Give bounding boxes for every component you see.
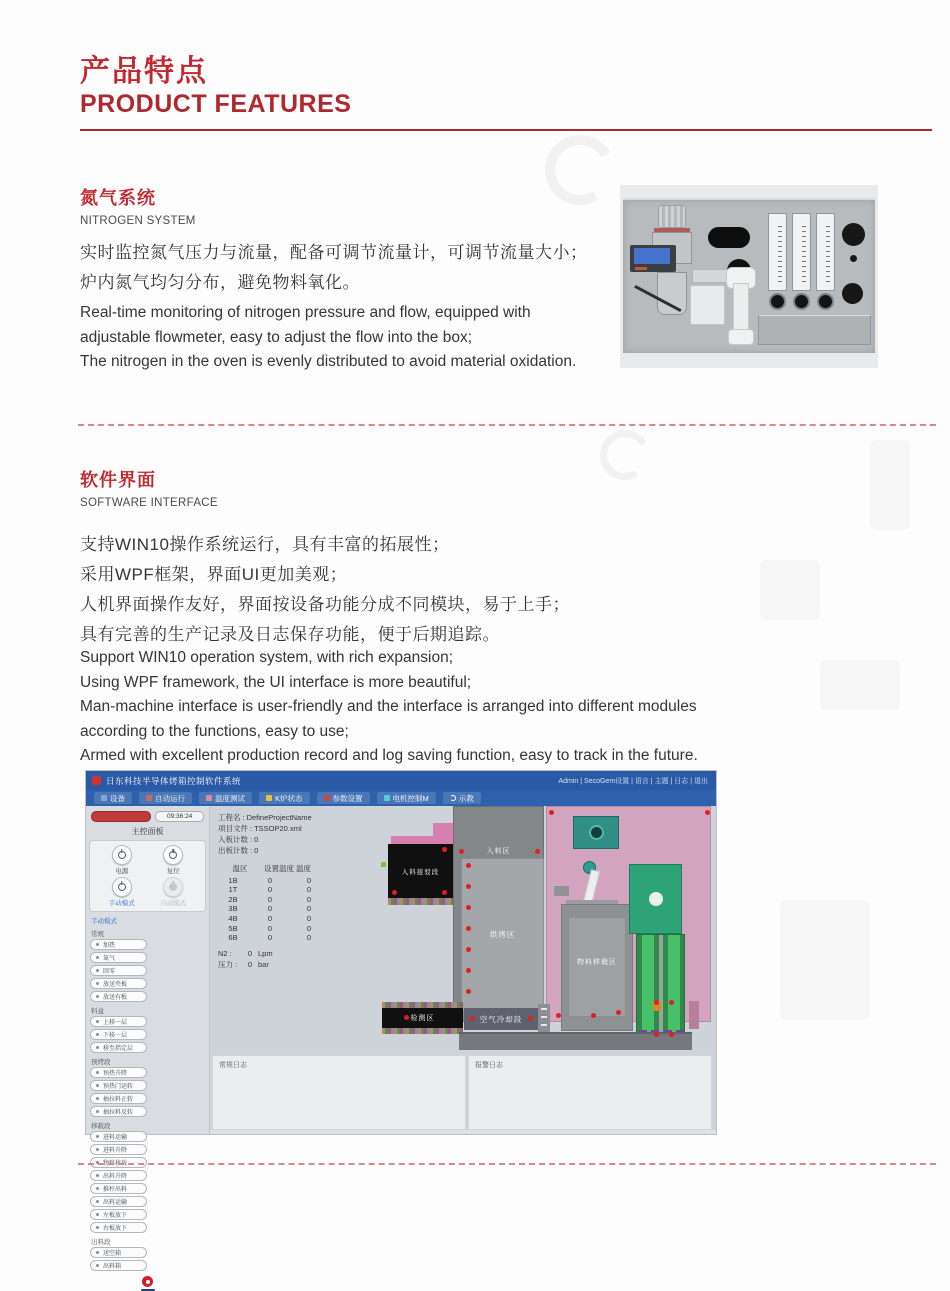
elbow-pipe-vertical [733,283,749,333]
button-label: 上移一层 [103,1020,128,1026]
info-label: 工程名 [218,813,241,822]
table-row [218,885,326,895]
gray-chip [554,886,569,896]
status-dot-icon [556,1013,561,1018]
tab-label: 设备 [110,793,125,803]
status-dot-icon [528,1016,533,1021]
button-label: 左板放下 [103,1213,128,1219]
bullet-icon [96,1033,99,1036]
manual-control-button[interactable] [90,1042,147,1053]
project-info-row [218,834,312,845]
temp-cell: 0 [306,875,312,885]
button-label: 出料升降 [103,1174,128,1180]
page-title-en: PRODUCT FEATURES [80,90,352,118]
auto-mode-button[interactable] [163,877,183,897]
zone-infeed-label: 入料区 [486,848,511,855]
table-row [218,895,326,905]
software-body-zh [80,530,720,650]
black-dot-small [850,255,857,262]
column-header: 温度 [296,864,311,873]
gauge-label: N2 : [218,949,232,958]
group-outfeed [89,1247,206,1271]
text-line: Real-time monitoring of nitrogen pressure and flow, equipped with [80,304,531,321]
nav-tab[interactable] [317,792,370,804]
manual-control-button[interactable] [90,1093,147,1104]
nav-tab[interactable] [139,792,192,804]
status-dot-icon [392,890,397,895]
zone-air-cool [464,1008,538,1030]
manual-control-button[interactable] [90,1196,147,1207]
temp-cell: 0 [306,894,312,904]
column-header: 设置温度 [264,864,294,873]
manual-control-button[interactable] [90,939,147,950]
temp-cell: 0 [306,885,312,895]
reset-button[interactable] [163,845,183,865]
watermark-shape [870,440,910,530]
green-unit-port [649,892,663,906]
section-divider [78,424,936,426]
page-title-zh: 产品特点 [80,55,208,88]
group-label-basic: 常规 [91,931,104,938]
text-line: 支持WIN10操作系统运行，具有丰富的拓展性； [80,535,450,554]
reset-icon [169,851,177,859]
bullet-icon [96,1187,99,1190]
temperature-table [218,864,326,943]
status-dot-icon [466,989,471,994]
status-dot-icon [442,847,447,852]
manual-control-button[interactable] [90,1016,147,1027]
button-label: 出料箱 [103,1264,122,1270]
group-label-tray: 料盒 [91,1008,104,1015]
nitrogen-body-en [80,301,640,375]
flowmeter-scale [778,226,782,284]
nav-tab[interactable] [377,792,436,804]
status-dot-icon [466,863,471,868]
sidebar-status-row [89,811,206,822]
bullet-icon [96,1174,99,1177]
software-title-en: SOFTWARE INTERFACE [80,497,218,509]
titlebar-menu[interactable]: Admin | SecoGem设置 | 语言 | 主题 | 日志 | 退出 [558,777,708,785]
zone-cell: 1T [228,885,238,895]
zone-bake [461,858,544,1011]
photo-bottom-strip [620,354,878,368]
auto-mode-label: 自动模式 [160,900,187,907]
manual-control-button[interactable] [90,965,147,976]
status-dot-icon [466,905,471,910]
set-temp-cell: 0 [267,913,273,923]
power-button[interactable] [112,845,132,865]
zone-cell: 4B [228,913,238,923]
manual-control-button[interactable] [90,1183,147,1194]
button-label: 进料运输 [103,1135,128,1141]
tab-icon [206,795,212,801]
green-unit [629,864,682,934]
status-dot-icon [466,884,471,889]
text-line: adjustable flowmeter, easy to adjust the flow into the box; [80,328,473,346]
bullet-icon [96,969,99,972]
bullet-icon [96,1213,99,1216]
power-button-cell [112,845,132,875]
project-info [218,812,312,856]
main-control-panel [89,840,206,912]
button-label: 推杆出料 [103,1187,128,1193]
app-icon [92,776,101,785]
temp-cell: 0 [306,933,312,943]
button-label: 加热 [103,943,116,949]
gauge-value: 0 [247,960,253,969]
green-towers [636,934,685,1041]
gauge-value: 0 [247,949,253,958]
nav-tab[interactable] [94,792,132,804]
tab-label: 电机控制M [392,793,429,803]
bullet-icon [96,1135,99,1138]
general-log-title: 常规日志 [219,1062,247,1069]
button-label: 右板放下 [103,1226,128,1232]
status-progress-bar [91,811,151,822]
text-line: Support WIN10 operation system, with rich expansion; [80,649,454,666]
manual-mode-icon [118,883,126,891]
manual-control-button[interactable] [90,991,147,1002]
text-line: Using WPF framework, the UI interface is more beautiful; [80,673,472,691]
tab-label: 自动运行 [155,793,185,803]
elbow-pipe-foot [728,329,754,345]
group-tray [89,1016,206,1053]
tab-icon [450,795,456,801]
temp-cell: 0 [306,904,312,914]
brand-logo-icon [142,1276,153,1287]
manual-control-button[interactable] [90,1106,147,1117]
manual-control-button[interactable] [90,952,147,963]
flowmeter-scale [826,226,830,284]
info-value: DefineProjectName [246,813,312,822]
manual-mode-cell [109,877,135,907]
general-log-panel[interactable] [212,1055,466,1130]
flowmeter-1 [768,213,787,291]
status-dot-icon [442,890,447,895]
zone-cell: 1B [228,875,238,885]
bullet-icon [96,1084,99,1087]
button-label: 移至指定层 [103,1046,134,1052]
screenshot-bottom-strip [210,1130,716,1134]
set-temp-cell: 0 [267,894,273,904]
nitrogen-panel-photo [620,185,878,368]
alarm-log-panel[interactable] [468,1055,712,1130]
tab-icon [324,795,330,801]
nav-tab[interactable] [259,792,310,804]
gauge-row [218,959,280,970]
set-temp-cell: 0 [267,885,273,895]
info-value: 0 [254,835,259,844]
button-label: 氮气 [103,956,116,962]
project-info-row [218,845,312,856]
nitrogen-title-zh: 氮气系统 [80,188,156,208]
group-transfer [89,1131,206,1233]
control-sidebar [86,806,210,1270]
bullet-icon [96,1071,99,1074]
group-basic [89,939,206,1002]
machine-diagram [380,806,712,1051]
zone-bake-label: 烘烤区 [489,930,516,939]
info-separator: : [250,846,253,855]
bottom-tray [758,315,871,345]
status-dot-icon [654,1032,659,1037]
text-line: 实时监控氮气压力与流量，配备可调节流量计，可调节流量大小； [80,243,588,262]
regulator-display [630,245,676,272]
status-dot-icon [669,1000,674,1005]
bullet-icon [96,1020,99,1023]
status-dot-icon [616,1010,621,1015]
software-body-en [80,646,730,769]
button-label: 进料升降 [103,1148,128,1154]
status-dot-icon [669,1032,674,1037]
software-screenshot [85,770,717,1270]
set-temp-cell: 0 [267,904,273,914]
text-line: The nitrogen in the oven is evenly distributed to avoid material oxidation. [80,353,577,370]
zone-cell: 3B [228,904,238,914]
section-nitrogen [80,184,620,227]
temp-cell: 0 [306,923,312,933]
temp-cell: 0 [306,913,312,923]
status-dot-icon [466,926,471,931]
software-title-zh: 软件界面 [80,470,156,490]
button-label: 预热门运转 [103,1084,134,1090]
flowmeter-2 [792,213,811,291]
button-label: 抽拉料正转 [103,1097,134,1103]
gauge-label: 压力 : [218,960,238,969]
temperature-table-header [218,864,326,874]
flowmeter-knob-3 [817,293,834,310]
table-row [218,914,326,924]
manual-control-button[interactable] [90,1209,147,1220]
zone-cell: 5B [228,923,238,933]
info-separator: : [242,813,245,822]
zone-detect-label: 检测区 [410,1015,435,1022]
button-label: 抽拉料反转 [103,1110,134,1116]
header-rule [80,129,932,131]
gauge-readouts [218,948,280,970]
manual-mode-label: 手动模式 [108,900,135,907]
page-bottom-divider [78,1163,936,1165]
nitrogen-title-en: NITROGEN SYSTEM [80,215,196,227]
app-main-area [210,806,716,1134]
manual-control-button[interactable] [90,1144,147,1155]
button-label: 预热升降 [103,1071,128,1077]
flowmeter-scale [802,226,806,284]
bullet-icon [96,956,99,959]
bullet-icon [96,943,99,946]
app-navbar [86,790,716,806]
zone-air-cool-label: 空气冷却段 [479,1014,523,1024]
bullet-icon [96,1097,99,1100]
group-label-prebake: 预烤段 [91,1059,111,1066]
button-label: 回零 [103,969,116,975]
status-dot-icon [470,1016,475,1021]
status-dot-icon [549,810,554,815]
manual-control-button[interactable] [90,1029,147,1040]
group-label-outfeed: 出料段 [91,1239,111,1246]
zone-detect [382,1008,463,1028]
manual-control-button[interactable] [90,1131,147,1142]
text-line: 炉内氮气均匀分布，避免物料氧化。 [80,273,360,292]
status-dot-icon [459,849,464,854]
nitrogen-body-zh [80,238,620,298]
bullet-icon [96,1226,99,1229]
table-row [218,924,326,934]
text-line: 具有完善的生产记录及日志保存功能，便于后期追踪。 [80,625,500,644]
group-label-transfer: 移载段 [91,1123,111,1130]
info-value: 0 [254,846,259,855]
alarm-log-title: 报警日志 [475,1062,503,1069]
flowmeter-knob-2 [793,293,810,310]
text-line: according to the functions, easy to use; [80,722,349,740]
watermark-shape [780,900,870,1020]
zone-cell: 2B [228,894,238,904]
zone-cell: 6B [228,933,238,943]
bullet-icon [96,1251,99,1254]
temperature-table-body [218,876,326,943]
table-row [218,904,326,914]
button-label: 放送夹板 [103,982,128,988]
table-row [218,876,326,886]
tab-icon [384,795,390,801]
manual-section-header: 手动模式 [91,918,117,925]
set-temp-cell: 0 [267,933,273,943]
reset-label: 复位 [166,868,180,875]
project-info-row [218,823,312,834]
black-knob-large [842,223,865,246]
white-box [690,285,725,325]
set-temp-cell: 0 [267,875,273,885]
green-marker [381,862,386,867]
status-dot-icon [654,1000,659,1005]
manual-control-button[interactable] [90,978,147,989]
dock-conveyor-strip [388,898,453,905]
tab-label: 参数设置 [332,793,363,803]
flowmeter-knob-1 [769,293,786,310]
text-line: 采用WPF框架，界面UI更加美观； [80,565,348,584]
gauge-unit: bar [258,960,269,969]
button-label: 送空箱 [103,1251,122,1257]
tab-label: K炉状态 [275,793,303,803]
text-line: Armed with excellent production record and log saving function, easy to track in the future. [80,747,698,764]
tab-label: 示教 [458,793,474,803]
regulator-bowl [657,272,687,315]
text-line: 人机界面操作友好，界面按设备功能分成不同模块，易于上手； [80,595,570,614]
project-info-row [218,812,312,823]
app-titlebar [86,771,716,790]
clock-display: 09:36:24 [155,811,204,822]
bullet-icon [96,995,99,998]
info-separator: : [250,824,253,833]
bullet-icon [96,1264,99,1267]
zone-infeed-dock-label: 入料接驳段 [401,868,440,876]
app-title: 日东科技半导体烤箱控制软件系统 [106,775,242,786]
sidebar-brand [89,1276,206,1291]
main-panel-title: 主控面板 [131,827,164,836]
tab-icon [266,795,272,801]
button-label: 出料运输 [103,1200,128,1206]
auto-mode-cell [160,877,186,907]
gauge-row [218,948,280,959]
status-dot-icon [705,810,710,815]
status-dot-icon [466,947,471,952]
table-row [218,933,326,943]
manual-mode-button[interactable] [112,877,132,897]
bullet-icon [96,1110,99,1113]
auto-mode-icon [169,883,177,891]
zone-transfer [561,904,633,1031]
black-knob-lower [842,283,863,304]
status-dot-icon [591,1013,596,1018]
manual-control-button[interactable] [90,1080,147,1091]
power-icon [118,851,126,859]
tick-column [538,1004,550,1032]
manual-control-button[interactable] [90,1067,147,1078]
button-label: 物料移载 [103,1161,128,1167]
bullet-icon [96,1046,99,1049]
text-line: Man-machine interface is user-friendly and the interface is arranged into different modules [80,698,697,715]
bullet-icon [96,1200,99,1203]
column-header: 温区 [232,864,248,873]
info-label: 出板计数 [218,846,248,855]
button-label: 放送有板 [103,995,128,1001]
group-prebake [89,1067,206,1117]
info-separator: : [250,835,253,844]
nav-tab[interactable] [443,792,481,804]
info-value: TSSOP20.xml [254,824,302,833]
teal-unit [573,816,619,849]
detect-strip-bottom [382,1028,463,1034]
watermark-shape [760,560,820,620]
nav-tab[interactable] [199,792,252,804]
teal-unit-core [589,825,604,840]
status-dot-icon [404,1015,409,1020]
status-dot-icon [535,849,540,854]
button-label: 下移一层 [103,1033,128,1039]
bullet-icon [96,1148,99,1151]
power-label: 电源 [115,868,129,875]
panel-oval-cutout [708,227,750,248]
zone-transfer-label: 物料移载区 [577,959,617,966]
pink-step-block [433,823,453,837]
bullet-icon [96,982,99,985]
info-label: 项目文件 [218,824,248,833]
watermark-shape [820,660,900,710]
section-software [80,466,720,509]
manual-control-button[interactable] [90,1222,147,1233]
manual-control-button[interactable] [90,1260,147,1271]
transfer-inner-panel [568,917,626,1017]
tab-icon [146,795,152,801]
manual-control-button[interactable] [90,1247,147,1258]
tab-icon [101,795,107,801]
status-dot-icon [466,968,471,973]
tab-label: 温度测试 [215,793,245,803]
mauve-tab [689,1001,699,1029]
flowmeter-3 [816,213,835,291]
set-temp-cell: 0 [267,923,273,933]
gauge-unit: Lpm [258,949,273,958]
info-label: 入板计数 [218,835,248,844]
manual-control-button[interactable] [90,1170,147,1181]
reset-button-cell [163,845,183,875]
regulator-cap [658,205,686,228]
